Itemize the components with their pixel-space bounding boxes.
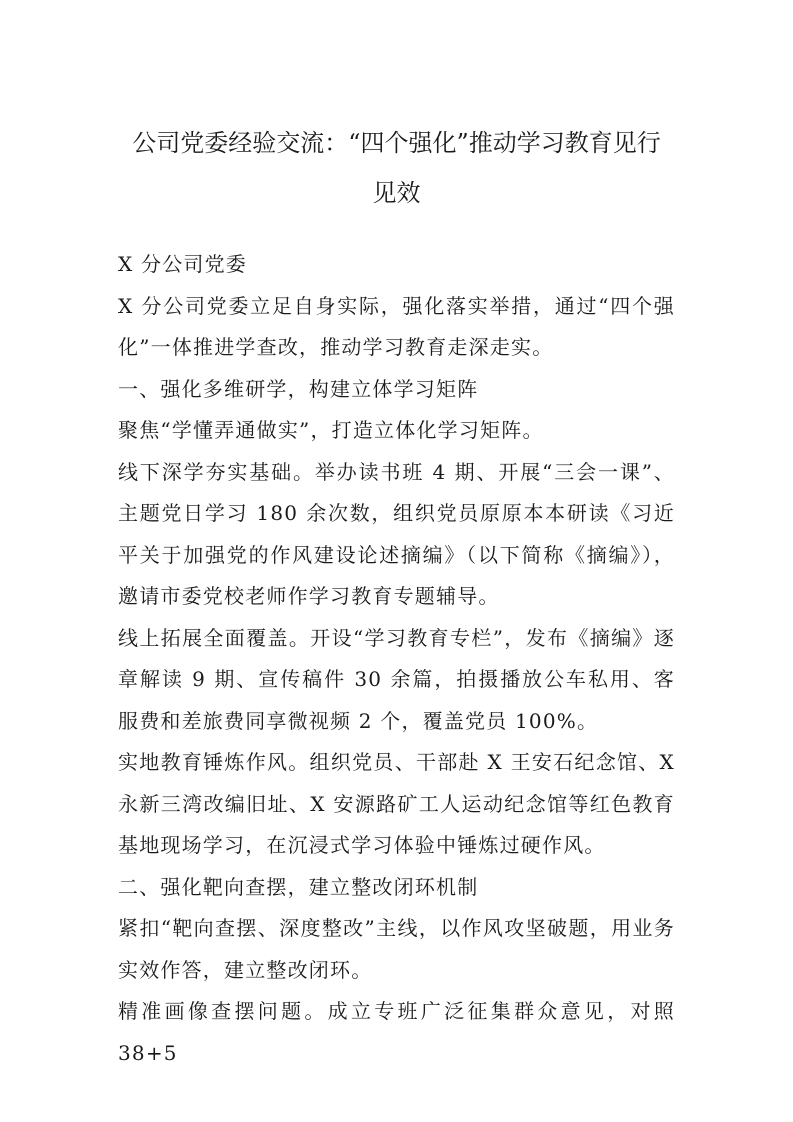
document-body — [118, 244, 675, 1074]
paragraph: 线上拓展全面覆盖。开设“学习教育专栏”，发布《摘编》逐章解读 9 期、宣传稿件 30 余篇，拍摄播放公车私用、客服费和差旅费同享微视频 2 个，覆盖党员 100%。 — [118, 625, 675, 733]
title-line-1: 公司党委经验交流：“四个强化”推动学习教育见行 — [132, 129, 661, 157]
paragraph: 精准画像查摆问题。成立专班广泛征集群众意见，对照 38+5 — [118, 999, 675, 1065]
section-heading-2: 二、强化靶向查摆，建立整改闭环机制 — [118, 874, 479, 899]
title-line-2: 见效 — [372, 179, 421, 207]
paragraph: 实地教育锤炼作风。组织党员、干部赴 X 王安石纪念馆、X 永新三湾改编旧址、X 安源路矿工人运动纪念馆等红色教育基地现场学习，在沉浸式学习体验中锤炼过硬作风。 — [118, 750, 675, 857]
paragraph: 紧扣“靶向查摆、深度整改”主线，以作风攻坚破题，用业务实效作答，建立整改闭环。 — [118, 916, 675, 982]
intro-paragraph: X 分公司党委立足自身实际，强化落实举措，通过“四个强化”一体推进学查改，推动学习教育走深走实。 — [118, 293, 675, 359]
section-heading-1: 一、强化多维研学，构建立体学习矩阵 — [118, 376, 479, 401]
author-line: X 分公司党委 — [118, 252, 247, 276]
document-title — [118, 118, 675, 218]
paragraph: 聚焦“学懂弄通做实”，打造立体化学习矩阵。 — [118, 418, 544, 442]
paragraph: 线下深学夯实基础。举办读书班 4 期、开展“三会一课”、主题党日学习 180 余次数，组织党员原原本本研读《习近平关于加强党的作风建设论述摘编》（以下简称《摘编》），邀请市委党校老师作学习教育专题辅导。 — [118, 459, 675, 608]
